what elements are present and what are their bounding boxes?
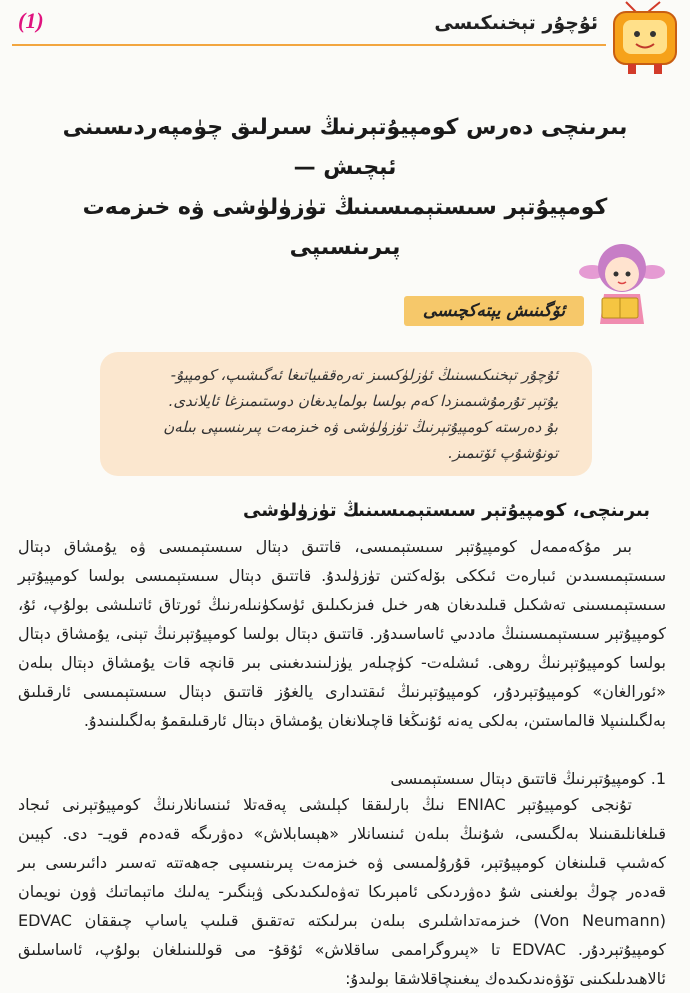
- intro-line: ئۇچۇر تېخنىكىسىنىڭ ئۈزلۈكسىز تەرەققىياتىغا ئەگىشىپ، كومپيۇ-: [170, 366, 558, 384]
- learning-guide-banner: ئۆگىنىش يېتەكچىسى: [404, 296, 584, 326]
- intro-line: تونۇشۇپ ئۆتىمىز.: [448, 444, 558, 462]
- tv-mascot-icon: [608, 0, 682, 78]
- lesson-title-line: كومپيۇتېر سىستېمىسىنىڭ تۈزۈلۈشى ۋە خىزمەت پىرىنسىپى: [82, 195, 608, 260]
- lesson-title: [40, 108, 650, 268]
- paragraph-structure: بىر مۇكەممەل كومپيۇتېر سىستېمىسى، قاتتىق دېتال سىستېمىسى ۋە يۇمشاق دېتال سىستېمىسىدىن ئىبارەت ئىككى بۆلەكتىن تۈزۈلىدۇ. قاتتىق دېتال سىستېمىسى بولسا كومپيۇتېر سىستېمىسىنى تەشكىل قىلىدىغان ھەر خىل فىزىكىلىق ئۈسكۈنىلەرنىڭ ئورتاق ئاتىلىشى بولۇپ، ئۇ، كومپيۇتېر سىستېمىسىنىڭ ماددىي ئاساسىدۇر. قاتتىق دېتال بولسا كومپيۇتېرنىڭ تېنى، يۇمشاق دېتال بولسا كومپيۇتېرنىڭ روھى. ئىشلەت- كۈچىلەر يۈزلىنىدىغىنى بىر قانچە قات يۇمشاق دېتال بىلەن «ئورالغان» كومپيۇتېردۇر، كومپيۇتېرنىڭ ئىقتىدارى يالغۇز قاتتىق دېتال سىستېمىسى ئارقىلىق بەلگىلىنىپلا قالماستىن، بەلكى يەنە ئۇنىڭغا قاچىلانغان يۇمشاق دېتال ئارقىلىقمۇ بەلگىلىنىدۇ.: [18, 537, 666, 730]
- lesson-title-line: بىرىنچى دەرس كومپيۇتېرنىڭ سىرلىق چۈمپەردىسىنى ئېچىش —: [62, 115, 628, 180]
- subheading-hardware: 1. كومپيۇتېرنىڭ قاتتىق دېتال سىستېمىسى: [390, 769, 666, 788]
- girl-reading-icon: [578, 238, 666, 330]
- page-number: (1): [18, 8, 44, 33]
- intro-line: بۇ دەرستە كومپيۇتېرنىڭ تۈزۈلۈشى ۋە خىزمەت پىرىنسىپى بىلەن: [163, 418, 558, 436]
- header-divider: [12, 44, 606, 46]
- paragraph-history: تۇنجى كومپيۇتېر ENIAC نىڭ بارلىققا كېلىشى پەقەتلا ئىنسانلارنىڭ كومپيۇتېرنى ئىجاد قىلغانلىقىنىلا بەلگىسى، شۇنىڭ بىلەن ئىنسانلار «ھېسابلاش» دەۋرىگە قەدەم قويـ- دى. كېيىن كەشىپ قىلىنغان كومپيۇتېر، قۇرۇلمىسى ۋە خىزمەت پىرىنسىپى جەھەتتە تەسىر دائىرىسى بىر قەدەر چوڭ بولغىنى شۇ دەۋردىكى ئامېرىكا تەۋەلىكىدىكى ۋېنگىر- يەلىك ماتېماتىك ۋون نويمان (Von Neumann) خىزمەتداشلىرى بىلەن بىرلىكتە تەتقىق قىلىپ ياساپ چىققان EDVAC كومپيۇتېردۇر. EDVAC تا «پىروگراممى ساقلاش» ئۇقۇ- مى قوللىنىلغان بولۇپ، ئاساسلىق ئالاھىدىلىكىنى تۆۋەندىكىدەك يىغىنچاقلاشقا بولىدۇ:: [18, 795, 667, 988]
- intro-line: يۇتېر تۇرمۇشىمىزدا كەم بولسا بولمايدىغان دوستىمىزغا ئايلاندى.: [168, 392, 558, 410]
- intro-box: [100, 352, 592, 476]
- header-title: ئۇچۇر تېخنىكىسى: [434, 12, 598, 34]
- section-heading: بىرىنچى، كومپيۇتېر سىستېمىسىنىڭ تۈزۈلۈشى: [243, 500, 650, 521]
